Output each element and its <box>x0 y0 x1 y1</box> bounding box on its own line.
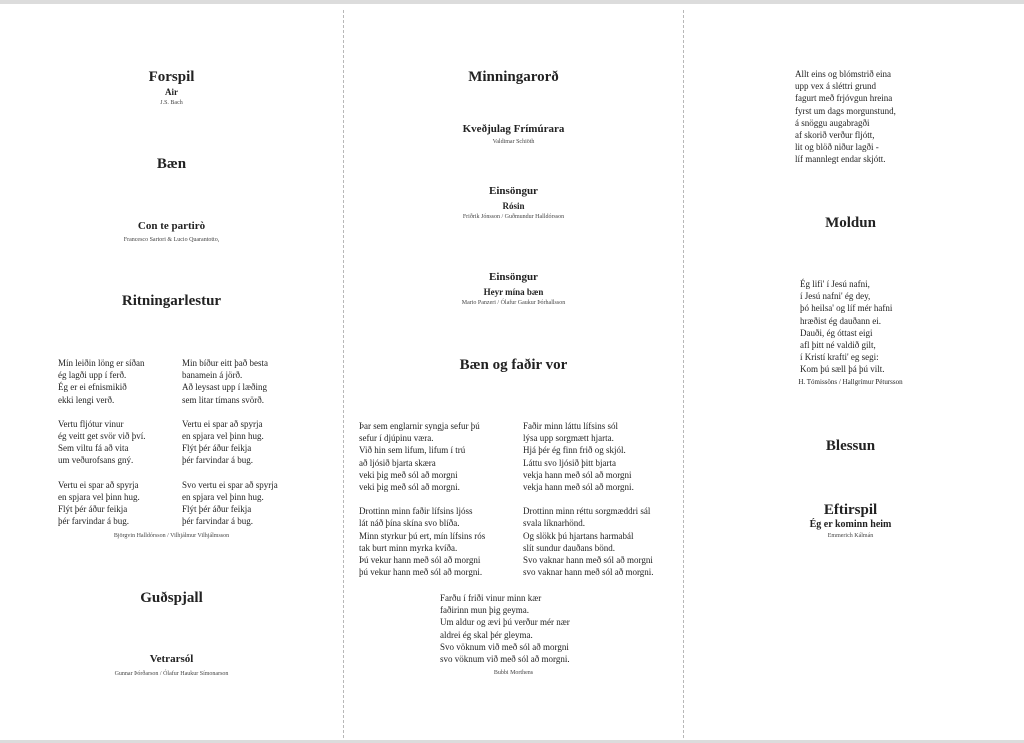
verse-line: aldrei ég skal þér gleyma. <box>440 629 533 640</box>
eftirspil-piece: Ég er kominn heim <box>809 519 892 530</box>
con-te-title: Con te partirò <box>137 220 206 232</box>
ritning-verse-right <box>182 357 278 527</box>
verse-line: vekja hann með sól að morgni <box>523 469 632 480</box>
vetrarsol-credit: Gunnar Þórðarson / Ólafur Haukur Símonarson <box>114 671 229 677</box>
verse-line: Vertu ei spar að spyrja <box>58 479 139 490</box>
verse-line: Flýt þér áður feikja <box>182 504 252 515</box>
column-3 <box>684 4 1024 740</box>
baen-title: Bæn <box>156 156 187 172</box>
verse-line: upp vex á sléttri grund <box>795 81 876 92</box>
verse-line: ég lagði upp í ferð. <box>58 370 127 381</box>
verse-line: Vertu fljótur vinur <box>58 418 124 429</box>
verse-line: í Kristí krafti' eg segi: <box>800 352 879 363</box>
forspil-piece: Air <box>165 87 178 97</box>
moldun-verse <box>800 278 892 376</box>
einsongur1-credit: Friðrik Jónsson / Guðmundur Halldórsson <box>462 214 565 220</box>
verse-line: slít sundur dauðans bönd. <box>523 542 615 553</box>
verse-line: þér farvindar á bug. <box>182 455 253 466</box>
verse-line: Sem viltu fá að vita <box>58 443 129 454</box>
verse-line: Drottinn minn faðir lífsins ljóss <box>359 506 473 517</box>
einsongur2-piece: Heyr mína bæn <box>483 287 544 297</box>
column-2 <box>344 4 683 740</box>
verse-line: ekki lengi verð. <box>58 394 115 405</box>
verse-line: Að leysast upp í læðing <box>182 382 267 393</box>
moldun-title: Moldun <box>825 215 876 231</box>
verse-line: lát náð þína skína svo blíða. <box>359 518 460 529</box>
verse-line: hræðist ég dauðann ei. <box>800 315 881 326</box>
verse-line: Og slökk þú hjartans harmabál <box>523 530 634 541</box>
verse-line: fagurt með frjóvgun hreina <box>795 93 893 104</box>
verse-line: en spjara vel þinn hug. <box>182 491 264 502</box>
einsongur2-credit: Mario Panzeri / Ólafur Gaukur Þórhallsson <box>461 300 566 306</box>
vetrarsol-title: Vetrarsól <box>149 653 194 665</box>
minningarord-title: Minningarorð <box>468 69 559 85</box>
blessun-title: Blessun <box>825 438 876 454</box>
verse-line: þér farvindar á bug. <box>182 516 253 527</box>
baen-fadir-verse-right <box>523 420 654 578</box>
verse-line: Kom þú sæll þá þú vilt. <box>800 364 885 375</box>
verse-line: en spjara vel þinn hug. <box>182 431 264 442</box>
verse-line: Svo vöknum við með sól að morgni <box>440 641 569 652</box>
ritning-title: Ritningarlestur <box>121 293 222 309</box>
verse-line: Svo vertu ei spar að spyrja <box>182 479 278 490</box>
baen-fadir-verse-final <box>440 592 570 665</box>
verse-line: svo vöknum við með sól að morgni. <box>440 654 570 665</box>
verse-line: þó heilsa' og líf mér hafni <box>800 303 893 314</box>
verse-line: svala líknarhönd. <box>523 518 585 529</box>
verse-line: Min bíður eitt það besta <box>182 358 268 368</box>
einsongur1-piece: Rósin <box>502 201 525 211</box>
opening-verse <box>795 68 896 166</box>
forspil-composer: J.S. Bach <box>160 100 183 106</box>
verse-line: banamein á jörð. <box>182 370 243 381</box>
verse-line: á snöggu augabragði <box>795 117 870 128</box>
verse-line: að ljósið bjarta skæra <box>359 457 436 468</box>
verse-line: um veðurofsans gný. <box>58 455 134 466</box>
verse-line: Allt eins og blómstrið eina <box>795 69 891 79</box>
verse-line: tak burt minn myrka kvíða. <box>359 542 458 553</box>
verse-line: veki þig með sól að morgni <box>359 469 458 480</box>
verse-line: Flýt þér áður feikja <box>182 443 252 454</box>
einsongur2-title: Einsöngur <box>489 271 538 283</box>
eftirspil-title: Eftirspil <box>823 502 878 518</box>
verse-line: sefur í djúpinu væra. <box>359 433 434 444</box>
forspil-title: Forspil <box>148 69 195 85</box>
verse-line: líf mannlegt endar skjótt. <box>795 154 886 165</box>
verse-line: Mín leiðin löng er síðan <box>58 358 145 368</box>
einsongur1-title: Einsöngur <box>489 185 538 197</box>
verse-line: vekja hann með sól að morgni. <box>523 482 634 493</box>
verse-line: af skorið verður fljótt, <box>795 130 875 141</box>
verse-line: Minn styrkur þú ert, mín lífsins rós <box>359 530 486 541</box>
moldun-credit: H. Tómissöns / Hallgrímur Pétursson <box>798 378 903 386</box>
verse-line: Flýt þér áður feikja <box>58 504 128 515</box>
con-te-credit: Francesco Sartori & Lucio Quarantotto, <box>123 237 220 243</box>
verse-line: þú vekur hann með sól að morgni. <box>359 567 483 578</box>
verse-line: sem litar tímans svörð. <box>182 394 264 405</box>
verse-line: Farðu í friði vinur minn kær <box>440 593 542 603</box>
kvedjulag-credit: Valdimar Schiöth <box>492 139 535 145</box>
verse-line: Láttu svo ljósið þitt bjarta <box>523 457 616 468</box>
verse-line: en spjara vel þinn hug. <box>58 491 140 502</box>
verse-line: afl þitt né valdið gilt, <box>800 340 876 351</box>
ritning-verse-left <box>58 357 146 527</box>
verse-line: Hjá þér ég finn frið og skjól. <box>523 445 626 456</box>
eftirspil-composer: Emmerich Kálmán <box>827 533 874 539</box>
verse-line: Dauði, ég óttast eigi <box>800 327 873 338</box>
verse-line: Þú vekur hann með sól að morgni <box>359 555 481 566</box>
verse-line: Drottinn minn réttu sorgmæddri sál <box>523 506 651 517</box>
verse-line: í Jesú nafni' ég dey, <box>800 291 871 302</box>
verse-line: Vertu ei spar að spyrja <box>182 418 263 429</box>
verse-line: lit og blöð niður lagði - <box>795 142 879 153</box>
verse-line: ég veitt get svör við því. <box>58 431 146 442</box>
verse-line: þér farvindar á bug. <box>58 516 129 527</box>
gudspjall-title: Guðspjall <box>140 590 203 606</box>
verse-line: Svo vaknar hann með sól að morgni <box>523 555 653 566</box>
baen-fadir-verse-left <box>359 420 485 578</box>
verse-line: veki þig með sól að morgni. <box>359 482 460 493</box>
column-1 <box>0 4 343 740</box>
verse-line: Þar sem englarnir syngja sefur þú <box>359 421 480 431</box>
verse-line: fyrst um dags morgunstund, <box>795 105 896 116</box>
verse-line: svo vaknar hann með sól að morgni. <box>523 567 654 578</box>
verse-line: lýsa upp sorgmætt hjarta. <box>523 433 614 444</box>
verse-line: faðirinn mun þig geyma. <box>440 605 529 616</box>
verse-line: Ég lifi' í Jesú nafni, <box>800 279 870 289</box>
verse-line: Um aldur og ævi þú verður mér nær <box>440 617 570 628</box>
verse-line: Við hin sem lifum, lifum í trú <box>359 445 466 456</box>
verse-line: Faðir minn láttu lífsins sól <box>523 421 619 431</box>
program-sheet <box>0 4 1024 740</box>
ritning-credit: Björgvin Halldórsson / Vilhjálmur Vilhjálmsson <box>113 533 230 539</box>
baen-fadir-credit: Bubbi Morthens <box>493 670 534 676</box>
verse-line: Ég er ei efnismikið <box>58 382 127 393</box>
baen-fadir-title: Bæn og faðir vor <box>459 357 568 373</box>
kvedjulag-title: Kveðjulag Frímúrara <box>462 123 565 135</box>
